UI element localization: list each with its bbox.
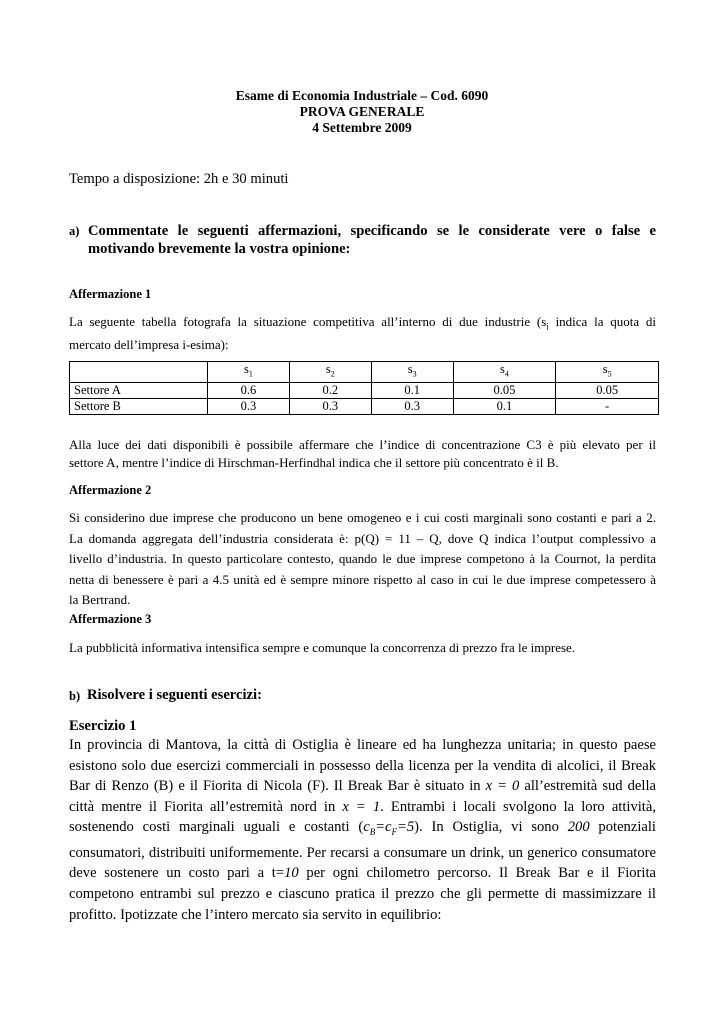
math-x0: x = 0 — [485, 778, 520, 795]
math-x1: x = 1 — [342, 798, 381, 815]
time-available: Tempo a disposizione: 2h e 30 minuti — [69, 171, 289, 187]
table-cell: 0.3 — [289, 398, 371, 414]
exam-date: 4 Settembre 2009 — [312, 120, 412, 135]
table-row — [70, 382, 659, 398]
table-header-cell: $s_2$ — [289, 362, 371, 383]
section-b-marker: b) — [69, 689, 81, 703]
aff3-text: La pubblicità informativa intensifica sempre e comunque la concorrenza di prezzo fra le imprese. — [69, 640, 576, 655]
aff2-body — [69, 508, 656, 611]
aff1-intro-line1 — [69, 313, 656, 336]
table-row — [70, 398, 659, 414]
es1-line: profitto. Ipotizzate che l’intero mercato sia servito in equilibrio: — [69, 906, 442, 923]
exam-subtitle: PROVA GENERALE — [299, 104, 425, 119]
table-cell: - — [556, 398, 659, 414]
es1-line: sostenendo costi marginali uguali e costanti $(c_B=c_F=5)$. In Ostiglia, vi sono 200 potenziali — [69, 819, 656, 838]
section-a-title-line2: motivando brevemente la vostra opinione: — [88, 241, 351, 257]
table-header-cell: $s_3$ — [371, 362, 453, 383]
es1-line: consumatori, distribuiti uniformemente. Per recarsi a consumare un drink, un generico consumatore — [69, 844, 656, 861]
aff2-line: livello d’industria. In questo particolare contesto, quando le due imprese competono à la Cournot, la perdita — [69, 551, 656, 566]
table-header-cell: $s_1$ — [208, 362, 290, 383]
aff1-statement — [69, 436, 656, 472]
es1-title: Esercizio 1 — [69, 718, 137, 734]
math-consumers: 200 — [567, 819, 590, 836]
aff2-line: netta di benessere è pari a 4.5 unità ed è sempre minore rispetto al caso in cui le due imprese competessero à — [69, 571, 656, 587]
table-cell: 0.1 — [371, 382, 453, 398]
aff1-title: Affermazione 1 — [69, 287, 152, 301]
table-cell: 0.05 — [556, 382, 659, 398]
aff1-intro-line2: mercato dell’impresa i-esima): — [69, 336, 229, 352]
es1-line: In provincia di Mantova, la città di Ostiglia è lineare ed ha lunghezza unitaria; in questo paese — [69, 737, 656, 753]
es1-line: città mentre il Fiorita all’estremità nord in x = 1. Entrambi i locali svolgono la loro attività, — [69, 798, 656, 815]
section-a-title-line1: Commentate le seguenti affermazioni, specificando se le considerate vere o false e — [88, 223, 656, 239]
es1-line: esistono solo due esercizi commerciali in possesso della licenza per la vendita di alcolici, il Break — [69, 757, 656, 774]
aff3-title: Affermazione 3 — [69, 612, 152, 626]
table-header-row — [70, 362, 659, 383]
aff2-line: Si considerino due imprese che producono un bene omogeneo e i cui costi marginali sono costanti e pari a 2. — [69, 510, 656, 525]
aff2-title: Affermazione 2 — [69, 483, 152, 497]
market-share-table — [69, 361, 659, 415]
es1-line: Bar di Renzo (B) e il Fiorita di Nicola (F). Il Break Bar è situato in x = 0 all’estremità sud della — [69, 778, 656, 795]
aff1-intro-sub: i — [546, 321, 549, 332]
table-cell: 0.1 — [453, 398, 556, 414]
aff1-statement-line1: Alla luce dei dati disponibili è possibile affermare che l’indice di concentrazione C3 è più elevato per il — [69, 437, 656, 452]
table-header-cell: $s_5$ — [556, 362, 659, 383]
table-cell: 0.6 — [208, 382, 290, 398]
table-cell: 0.2 — [289, 382, 371, 398]
section-a-title — [88, 222, 656, 258]
aff1-intro-text: La seguente tabella fotografa la situazione competitiva all’interno di due industrie (s — [69, 314, 547, 329]
section-b-title: Risolvere i seguenti esercizi: — [87, 687, 262, 703]
row-label: Settore A — [70, 382, 208, 398]
es1-body — [69, 735, 656, 925]
exam-title: Esame di Economia Industriale – Cod. 6090 — [235, 88, 489, 103]
math-t: 10 — [284, 865, 299, 882]
table-cell: 0.05 — [453, 382, 556, 398]
aff2-line: la Bertrand. — [69, 592, 131, 607]
aff2-line: La domanda aggregata dell’industria considerata è: p(Q) = 11 – Q, dove Q indica l’output complessivo a — [69, 530, 656, 546]
table-cell: 0.3 — [208, 398, 290, 414]
table-corner-cell — [70, 362, 208, 383]
es1-line: competono entrambi sul prezzo e ciascuno pratica il prezzo che gli permette di massimizzare il — [69, 886, 656, 903]
table-header-cell: $s_4$ — [453, 362, 556, 383]
aff1-statement-line2: settore A, mentre l’indice di Hirschman-Herfindhal indica che il settore più concentrato è il B. — [69, 455, 559, 470]
aff1-intro — [69, 313, 656, 354]
row-label: Settore B — [70, 398, 208, 414]
math-marginal-costs: $c_B=c_F=5$ — [363, 819, 415, 838]
table-cell: 0.3 — [371, 398, 453, 414]
section-a-marker: a) — [69, 224, 80, 238]
es1-line: deve sostenere un costo pari a t=10 per ogni chilometro percorso. Il Break Bar e il Fiorita — [69, 865, 656, 882]
aff1-intro-text-b: indica la quota di — [548, 314, 657, 329]
